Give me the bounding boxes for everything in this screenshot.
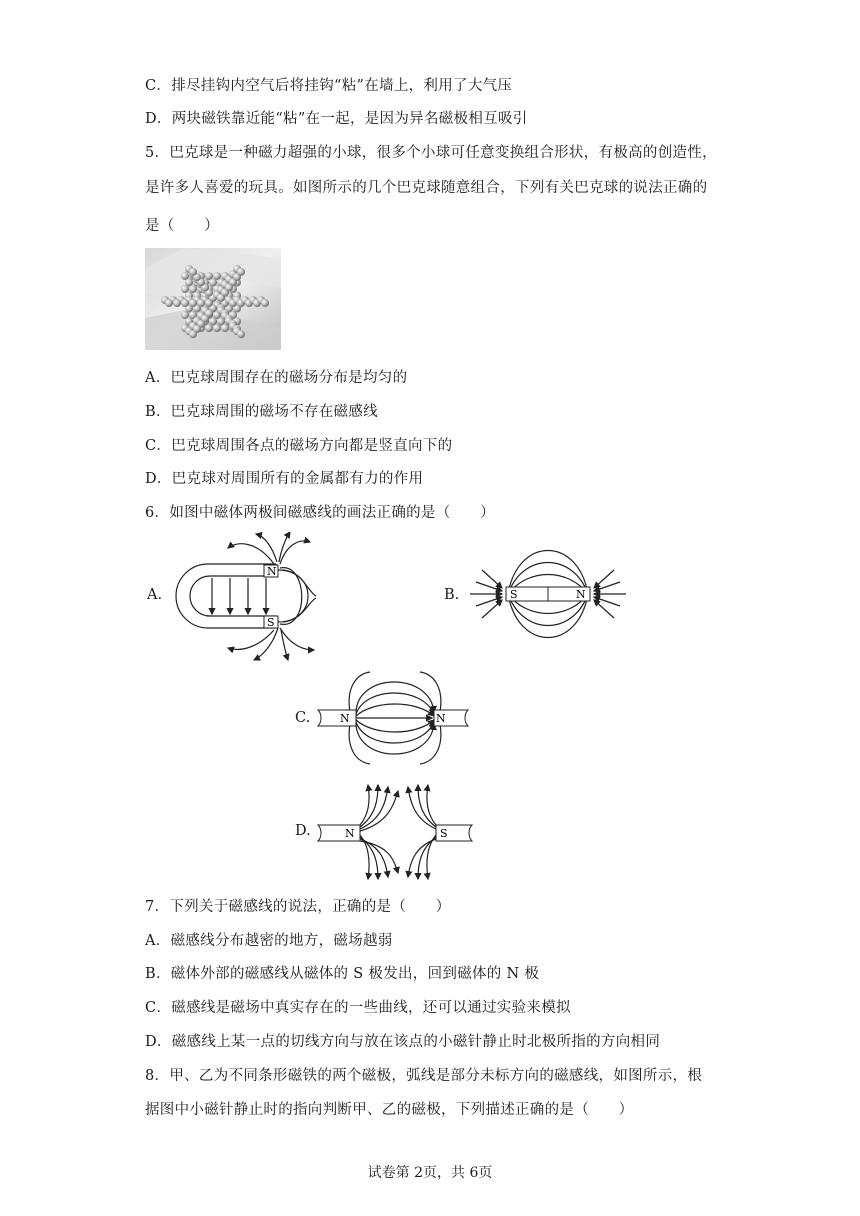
bucky-ball [189, 299, 197, 307]
pole-n-label-left: N [340, 712, 350, 725]
q7-option-b: B．磁体外部的磁感线从磁体的 S 极发出，回到磁体的 N 极 [145, 966, 540, 982]
q6-option-a-label: A. [147, 587, 163, 603]
bucky-ball [213, 324, 221, 332]
q8-stem-line1: 8．甲、乙为不同条形磁铁的两个磁极，弧线是部分未标方向的磁感线，如图所示，根 [145, 1068, 703, 1084]
bucky-ball [237, 268, 245, 276]
bar-magnet-figure [468, 540, 628, 650]
bucky-ball [189, 268, 197, 276]
pole-n-label-right: N [436, 712, 446, 725]
q7-option-a: A．磁感线分布越密的地方，磁场越弱 [145, 933, 393, 949]
pole-s-label: S [267, 616, 275, 629]
pole-s-label: S [510, 588, 518, 601]
bucky-ball [173, 299, 181, 307]
bucky-ball [197, 299, 205, 307]
q5-stem-line3: 是（ ） [145, 218, 219, 234]
bucky-ball [181, 299, 189, 307]
q6-stem: 6．如图中磁体两极间磁感线的画法正确的是（ ） [145, 505, 495, 521]
q5-option-b: B．巴克球周围的磁场不存在磁感线 [145, 404, 378, 420]
q5-stem-line2: 是许多人喜爱的玩具。如图所示的几个巴克球随意组合，下列有关巴克球的说法正确的 [145, 180, 708, 196]
q5-option-c: C．巴克球周围各点的磁场方向都是竖直向下的 [145, 438, 453, 454]
pole-s-label: S [440, 827, 448, 840]
like-poles-n-n-figure [316, 668, 472, 772]
q4-option-d: D．两块磁铁靠近能“粘”在一起，是因为异名磁极相互吸引 [145, 111, 528, 127]
q6-option-d-label: D. [295, 823, 311, 839]
bucky-ball [237, 330, 245, 338]
q5-stem-line1: 5．巴克球是一种磁力超强的小球，很多个小球可任意变换组合形状，有极高的创造性， [145, 145, 717, 161]
q6-option-b-label: B. [444, 587, 460, 603]
q6-option-c-label: C. [295, 710, 311, 726]
q7-stem: 7．下列关于磁感线的说法，正确的是（ ） [145, 899, 451, 915]
horseshoe-magnet-figure [168, 532, 328, 662]
pole-n-label: N [345, 827, 355, 840]
bucky-ball-photo [145, 248, 281, 350]
q4-option-c: C．排尽挂钩内空气后将挂钩“粘”在墙上，利用了大气压 [145, 78, 513, 94]
pole-n-label: N [576, 588, 586, 601]
page-footer: 试卷第 2页，共 6页 [367, 1165, 493, 1181]
bucky-ball [221, 324, 229, 332]
n-s-poles-figure [316, 783, 476, 883]
q5-option-a: A．巴克球周围存在的磁场分布是均匀的 [145, 370, 408, 386]
bucky-ball [205, 324, 213, 332]
pole-n-label: N [267, 565, 277, 578]
bucky-ball [189, 330, 197, 338]
bucky-ball [165, 299, 173, 307]
q7-option-d: D．磁感线上某一点的切线方向与放在该点的小磁针静止时北极所指的方向相同 [145, 1034, 661, 1050]
q8-stem-line2: 据图中小磁针静止时的指向判断甲、乙的磁极，下列描述正确的是（ ） [145, 1102, 634, 1118]
bucky-ball [261, 299, 269, 307]
q7-option-c: C．磁感线是磁场中真实存在的一些曲线，还可以通过实验来模拟 [145, 1000, 571, 1016]
q5-option-d: D．巴克球对周围所有的金属都有力的作用 [145, 471, 424, 487]
